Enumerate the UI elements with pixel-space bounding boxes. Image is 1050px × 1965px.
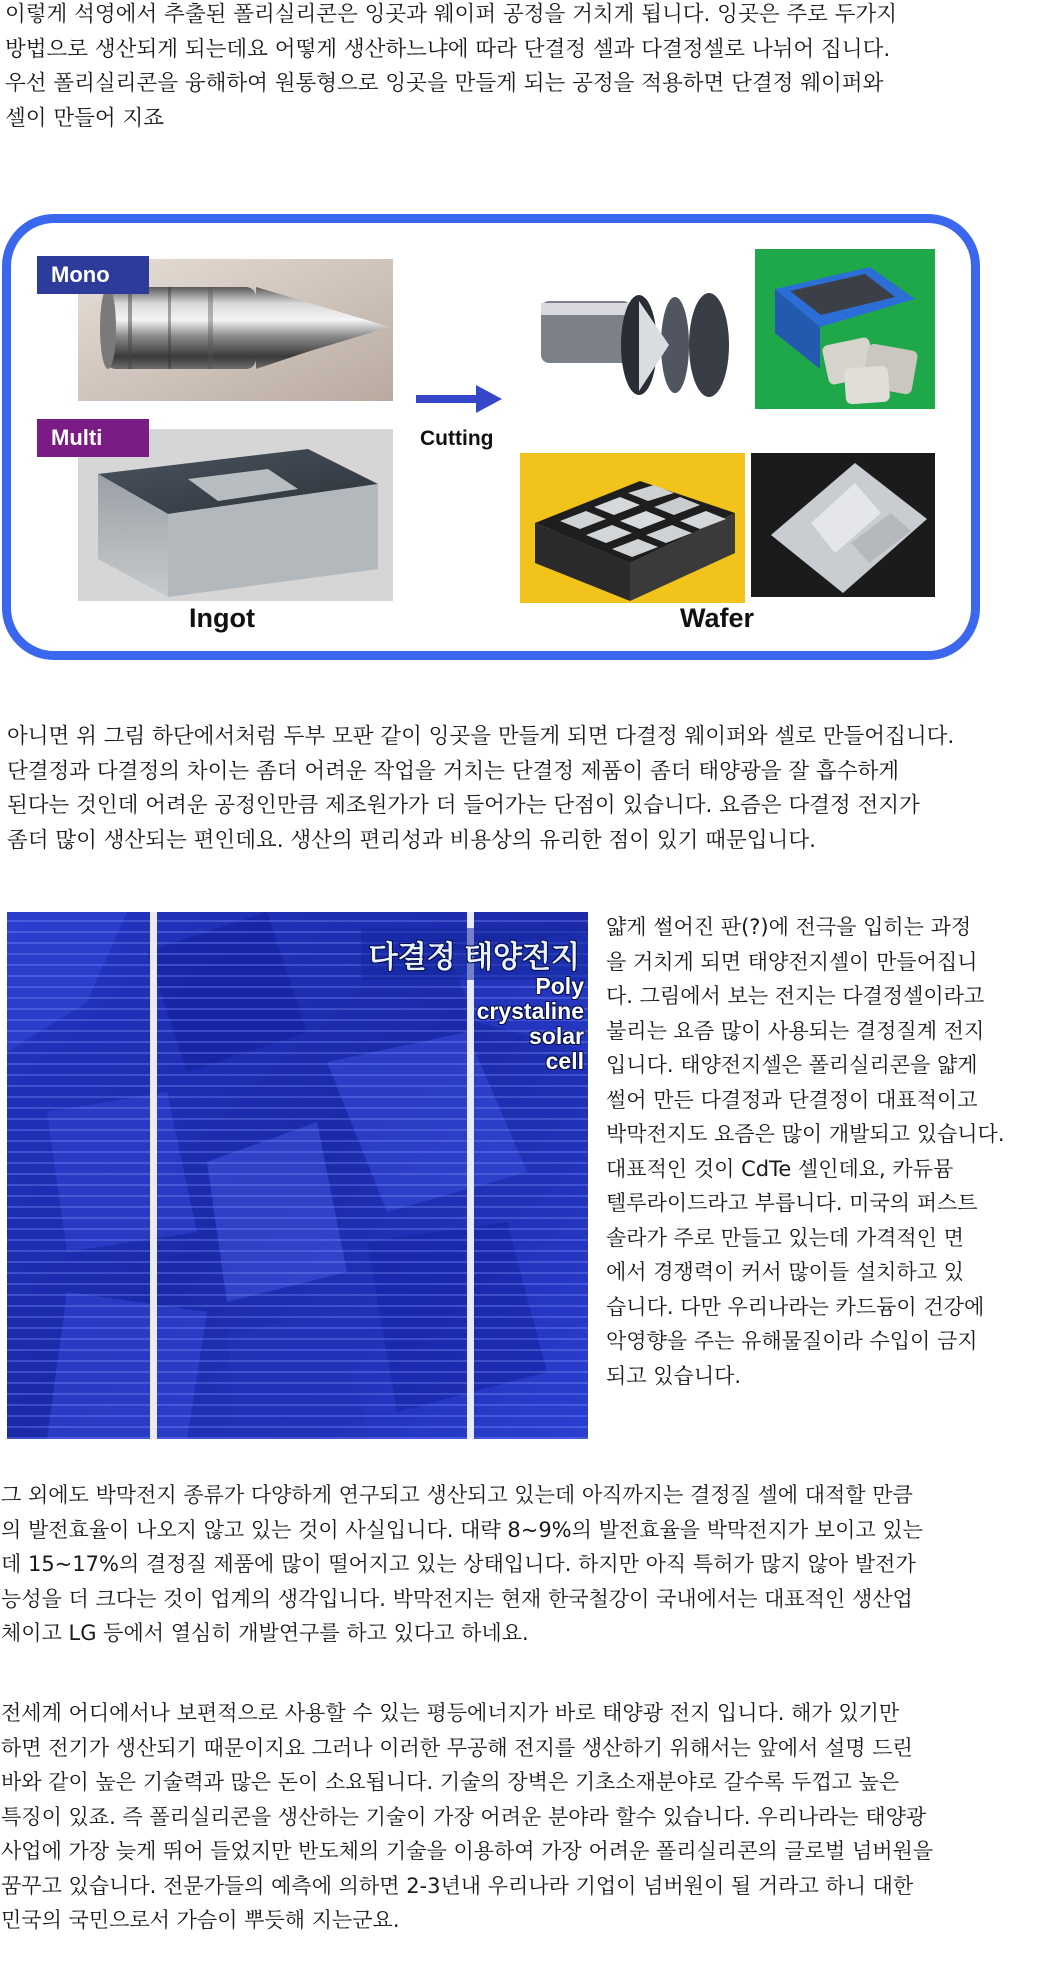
subtitle-line: cell xyxy=(545,1048,584,1074)
cutting-label: Cutting xyxy=(420,427,494,450)
arrow-right-icon xyxy=(416,383,502,415)
text-line: 된다는 것인데 어려운 공정인만큼 제조원가가 더 들어가는 단점이 있습니다. 요즘은 다결정 전지가 xyxy=(7,793,920,818)
text-line: 전세계 어디에서나 보편적으로 사용할 수 있는 평등에너지가 바로 태양광 전지 입니다. 해가 있기만 xyxy=(1,1701,900,1725)
text-line: 얇게 썰어진 판(?)에 전극을 입히는 과정 xyxy=(606,915,972,939)
crystal-difference-paragraph xyxy=(7,720,1047,858)
text-line: 박막전지도 요즘은 많이 개발되고 있습니다. xyxy=(606,1122,1005,1146)
multi-label: Multi xyxy=(37,419,149,457)
ingot-wafer-figure xyxy=(2,214,980,660)
solar-cell-title: 다결정 태양전지 xyxy=(361,928,588,980)
text-line: 입니다. 태양전지셀은 폴리실리콘을 얇게 xyxy=(606,1053,978,1077)
text-line: 단결정과 다결정의 차이는 좀더 어려운 작업을 거치는 단결정 제품이 좀더 태양광을 잘 흡수하게 xyxy=(7,758,900,784)
mono-label: Mono xyxy=(37,256,149,294)
mono-wafer-cassette-image xyxy=(755,249,935,409)
subtitle-line: Poly xyxy=(535,973,584,999)
text-line: 체이고 LG 등에서 열심히 개발연구를 하고 있다고 하네요. xyxy=(1,1621,529,1645)
text-line: 썰어 만든 다결정과 단결정이 대표적이고 xyxy=(606,1087,978,1112)
ingot-label: Ingot xyxy=(189,603,255,633)
text-line: 좀더 많이 생산되는 편인데요. 생산의 편리성과 비용상의 유리한 점이 있기 때문입니다. xyxy=(7,827,816,853)
text-line: 다. 그림에서 보는 전지는 다결정셀이라고 xyxy=(606,984,985,1008)
text-line: 아니면 위 그림 하단에서처럼 두부 모판 같이 잉곳을 만들게 되면 다결정 웨이퍼와 셀로 만들어집니다. xyxy=(7,724,955,749)
text-line: 을 거치게 되면 태양전지셀이 만들어집니 xyxy=(606,949,978,974)
text-line: 우선 폴리실리콘을 융해하여 원통형으로 잉곳을 만들게 되는 공정을 적용하면 단결정 웨이퍼와 xyxy=(5,71,884,96)
text-line: 그 외에도 박막전지 종류가 다양하게 연구되고 생산되고 있는데 아직까지는 결정질 셀에 대적할 만큼 xyxy=(1,1483,913,1507)
text-line: 불리는 요즘 많이 사용되는 결정질계 전지 xyxy=(606,1018,985,1043)
solar-cell-subtitle xyxy=(384,974,584,1074)
text-line: 꿈꾸고 있습니다. 전문가들의 예측에 의하면 2-3년내 우리나라 기업이 넘버원이 될 거라고 하니 대한 xyxy=(1,1873,914,1898)
text-line: 솔라가 주로 만들고 있는데 가격적인 면 xyxy=(606,1225,964,1250)
text-line: 에서 경쟁력이 커서 많이들 설치하고 있 xyxy=(606,1260,964,1284)
text-line: 악영향을 주는 유해물질이라 수입이 금지 xyxy=(606,1329,978,1353)
text-line: 능성을 더 크다는 것이 업계의 생각입니다. 박막전지는 현재 한국철강이 국내에서는 대표적인 생산업 xyxy=(1,1586,913,1611)
text-line: 셀이 만들어 지죠 xyxy=(5,105,165,131)
text-line: 습니다. 다만 우리나라는 카드듐이 건강에 xyxy=(606,1294,985,1319)
text-line: 민국의 국민으로서 가슴이 뿌듯해 지는군요. xyxy=(1,1908,400,1932)
text-line: 사업에 가장 늦게 뛰어 들었지만 반도체의 기술을 이용하여 가장 어려운 폴리실리콘의 글로벌 넘버원을 xyxy=(1,1839,934,1863)
text-line: 되고 있습니다. xyxy=(606,1363,742,1388)
solar-cell-paragraph xyxy=(606,910,1046,1393)
subtitle-line: crystaline xyxy=(476,998,584,1024)
text-line: 데 15~17%의 결정질 제품에 많이 떨어지고 있는 상태입니다. 하지만 아직 특허가 많지 않아 발전가 xyxy=(1,1552,916,1576)
solar-cell-image xyxy=(7,912,588,1439)
text-line: 하면 전기가 생산되기 때문이지요 그러나 이러한 무공해 전지를 생산하기 위해서는 앞에서 설명 드린 xyxy=(1,1735,913,1760)
text-line: 텔루라이드라고 부릅니다. 미국의 퍼스트 xyxy=(606,1191,978,1215)
text-line: 특징이 있죠. 즉 폴리실리콘을 생산하는 기술이 가장 어려운 분야라 할수 있습니다. 우리나라는 태양광 xyxy=(1,1804,927,1829)
thin-film-paragraph xyxy=(1,1478,1049,1651)
mono-wafer-slicing-image xyxy=(539,281,751,406)
multi-wafer-grid-image xyxy=(520,453,745,603)
text-line: 대표적인 것이 CdTe 셀인데요, 카듀뮴 xyxy=(606,1156,954,1181)
subtitle-line: solar xyxy=(529,1023,584,1049)
intro-paragraph xyxy=(5,0,1045,136)
multi-wafer-image xyxy=(751,453,935,597)
text-line: 이렇게 석영에서 추출된 폴리실리콘은 잉곳과 웨이퍼 공정을 거치게 됩니다. 잉곳은 주로 두가지 xyxy=(5,2,898,27)
wafer-label: Wafer xyxy=(680,603,755,633)
text-line: 바와 같이 높은 기술력과 많은 돈이 소요됩니다. 기술의 장벽은 기초소재분야로 갈수록 두껍고 높은 xyxy=(1,1770,900,1794)
text-line: 방법으로 생산되게 되는데요 어떻게 생산하느냐에 따라 단결정 셀과 다결정셀로 나뉘어 집니다. xyxy=(5,36,891,62)
conclusion-paragraph xyxy=(1,1696,1049,1938)
text-line: 의 발전효율이 나오지 않고 있는 것이 사실입니다. 대략 8~9%의 발전효율을 박막전지가 보이고 있는 xyxy=(1,1517,923,1542)
